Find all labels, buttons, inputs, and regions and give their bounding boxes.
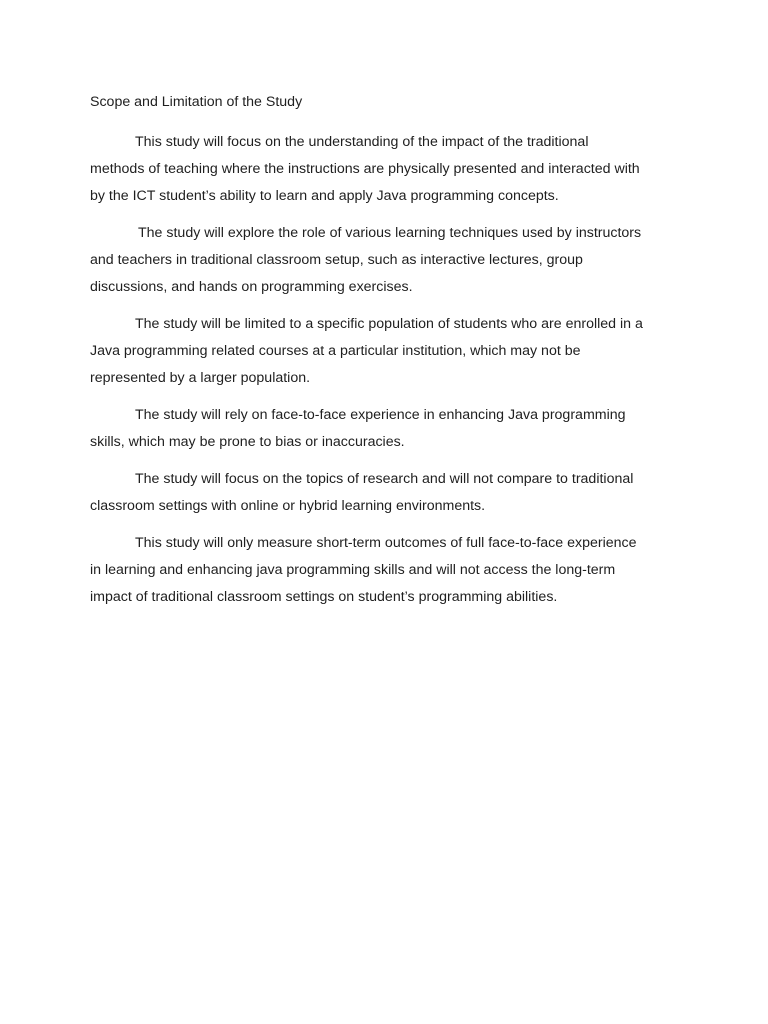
document-body <box>90 92 680 621</box>
paragraph-4 <box>90 402 680 456</box>
paragraph-line: The study will focus on the topics of research and will not compare to traditional <box>135 471 634 487</box>
paragraph-line: The study will explore the role of various learning techniques used by instructors <box>138 225 642 241</box>
paragraph-line: by the ICT student’s ability to learn and apply Java programming concepts. <box>90 188 559 204</box>
paragraph-line: This study will focus on the understanding of the impact of the traditional <box>135 134 589 150</box>
paragraph-line: represented by a larger population. <box>90 370 311 386</box>
section-heading: Scope and Limitation of the Study <box>90 94 303 110</box>
paragraph-line: methods of teaching where the instructions are physically presented and interacted with <box>90 161 640 177</box>
paragraph-2 <box>90 220 680 301</box>
paragraph-line: Java programming related courses at a particular institution, which may not be <box>90 343 581 359</box>
paragraph-line: and teachers in traditional classroom setup, such as interactive lectures, group <box>90 252 583 268</box>
paragraph-5 <box>90 466 680 520</box>
paragraph-6 <box>90 530 680 611</box>
paragraph-line: The study will rely on face-to-face experience in enhancing Java programming <box>135 407 626 423</box>
paragraph-line: impact of traditional classroom settings on student’s programming abilities. <box>90 589 558 605</box>
paragraph-line: This study will only measure short-term outcomes of full face-to-face experience <box>135 535 637 551</box>
paragraph-3 <box>90 311 680 392</box>
paragraph-line: in learning and enhancing java programming skills and will not access the long-term <box>90 562 616 578</box>
paragraph-line: The study will be limited to a specific population of students who are enrolled in a <box>135 316 643 332</box>
paragraph-1 <box>90 129 680 210</box>
paragraph-line: discussions, and hands on programming exercises. <box>90 279 413 295</box>
paragraph-line: classroom settings with online or hybrid learning environments. <box>90 498 486 514</box>
paragraph-line: skills, which may be prone to bias or inaccuracies. <box>90 434 405 450</box>
